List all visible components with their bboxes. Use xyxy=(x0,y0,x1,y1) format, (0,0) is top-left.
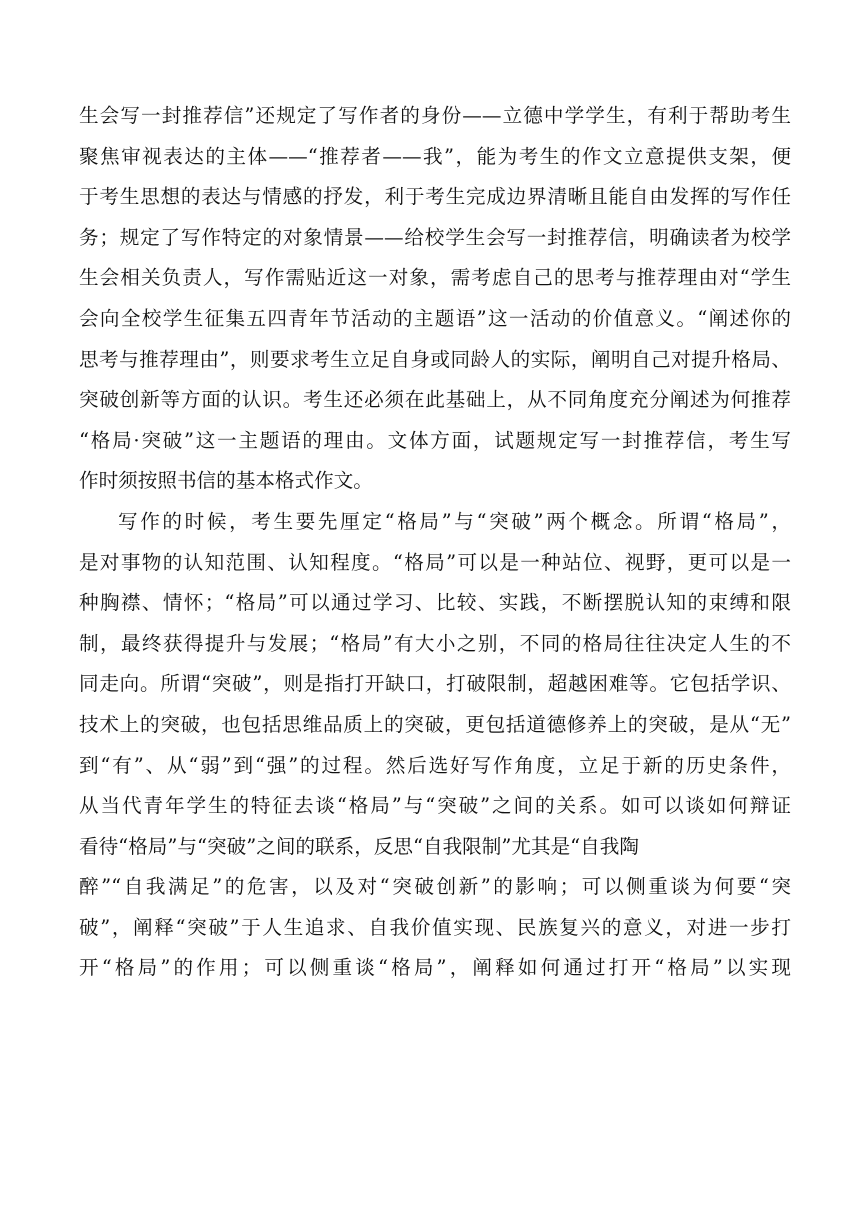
text-line: “格局·突破”这一主题语的理由。文体方面，试题规定写一封推荐信，考生写 xyxy=(79,428,791,452)
text-line: 从当代青年学生的特征去谈“格局”与“突破”之间的关系。如可以谈如何辩证 xyxy=(79,794,791,818)
document-page xyxy=(79,96,791,989)
text-line-last: 作时须按照书信的基本格式作文。 xyxy=(79,469,373,493)
paragraph-2 xyxy=(79,502,791,989)
text-line: 开“格局”的作用；可以侧重谈“格局”，阐释如何通过打开“格局”以实现 xyxy=(79,956,791,980)
text-line: 破”，阐释“突破”于人生追求、自我价值实现、民族复兴的意义，对进一步打 xyxy=(79,915,791,939)
text-line: 到“有”、从“弱”到“强”的过程。然后选好写作角度，立足于新的历史条件， xyxy=(79,753,791,777)
text-line: 生会写一封推荐信”还规定了写作者的身份——立德中学学生，有利于帮助考生 xyxy=(79,104,791,127)
text-line-first: 写作的时候，考生要先厘定“格局”与“突破”两个概念。所谓“格局”， xyxy=(118,509,791,533)
text-line: 种胸襟、情怀；“格局”可以通过学习、比较、实践，不断摆脱认知的束缚和限 xyxy=(79,591,791,615)
text-line: 聚焦审视表达的主体——“推荐者——我”，能为考生的作文立意提供支架，便 xyxy=(79,144,791,168)
text-line: 是对事物的认知范围、认知程度。“格局”可以是一种站位、视野，更可以是一 xyxy=(79,550,791,574)
text-line: 于考生思想的表达与情感的抒发，利于考生完成边界清晰且能自由发挥的写作任 xyxy=(79,185,791,209)
text-line: 会向全校学生征集五四青年节活动的主题语”这一活动的价值意义。“阐述你的 xyxy=(79,306,791,330)
text-line: 看待“格局”与“突破”之间的联系，反思“自我限制”尤其是“自我陶 xyxy=(79,834,639,858)
text-line: 同走向。所谓“突破”，则是指打开缺口，打破限制，超越困难等。它包括学识、 xyxy=(79,672,791,696)
text-line: 醉”“自我满足”的危害，以及对“突破创新”的影响；可以侧重谈为何要“突 xyxy=(79,875,791,899)
paragraph-1 xyxy=(79,96,791,502)
text-line: 思考与推荐理由”，则要求考生立足自身或同龄人的实际，阐明自己对提升格局、 xyxy=(79,347,791,371)
text-line: 制，最终获得提升与发展；“格局”有大小之别，不同的格局往往决定人生的不 xyxy=(79,631,791,655)
text-line: 技术上的突破，也包括思维品质上的突破，更包括道德修养上的突破，是从“无” xyxy=(79,712,791,736)
text-line: 生会相关负责人，写作需贴近这一对象，需考虑自己的思考与推荐理由对“学生 xyxy=(79,266,791,290)
text-line: 突破创新等方面的认识。考生还必须在此基础上，从不同角度充分阐述为何推荐 xyxy=(79,388,791,412)
text-line: 务；规定了写作特定的对象情景——给校学生会写一封推荐信，明确读者为校学 xyxy=(79,225,791,249)
